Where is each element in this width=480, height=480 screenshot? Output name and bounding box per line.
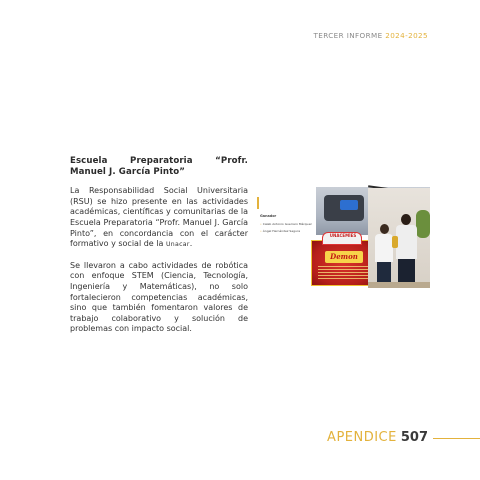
page-footer [327, 431, 428, 445]
winner-row: • Ángel Hernández Segura [260, 229, 312, 233]
paragraph-1-text: La Responsabilidad Social Universitaria (RSU) se hizo presente en las actividades académicas, científicas y comunitarias de la Escuela Preparatoria “Profr. Manuel J. García Pinto”, en concordancia con el carácter formativo y social de la [70, 186, 248, 249]
running-header [314, 31, 429, 40]
winners-panel [260, 214, 312, 236]
page-number: 507 [400, 430, 428, 445]
student-2-head [401, 214, 411, 225]
paragraph-1-end: . [189, 239, 193, 249]
student-1-head [380, 224, 389, 234]
plant-image [416, 210, 430, 238]
trophy-image [392, 236, 398, 248]
winner-row: • Caleb Antonio Guerrero Márquez [260, 222, 312, 226]
paragraph-1 [70, 186, 248, 251]
footer-rule [433, 438, 480, 439]
robot-part-image [340, 200, 358, 210]
report-title: TERCER INFORME [313, 31, 383, 40]
poster-title: UNACEMÍES [329, 233, 357, 238]
section-heading: Escuela Preparatoria “Profr. Manuel J. García Pinto” [70, 156, 248, 177]
student-2-body [396, 225, 417, 259]
poster-word: Demon [330, 252, 358, 261]
report-years: 2024-2025 [385, 31, 428, 40]
photo-accent-bar [257, 197, 259, 209]
unacar-name: Unacar [165, 241, 190, 249]
section-name: APENDICE [327, 430, 397, 445]
winners-label: Ganador [260, 214, 277, 218]
floor-image [368, 282, 430, 288]
paragraph-2: Se llevaron a cabo actividades de robótica con enfoque STEM (Ciencia, Tecnología, Ingeniería y Matemáticas), no solo fortalecieron competencias académicas, sino que también fomentaron valores de trabajo colaborativo y solución de problemas con impacto social. [70, 260, 248, 334]
student-1-body [375, 234, 393, 262]
main-text [70, 156, 248, 345]
poster-details [318, 266, 368, 280]
